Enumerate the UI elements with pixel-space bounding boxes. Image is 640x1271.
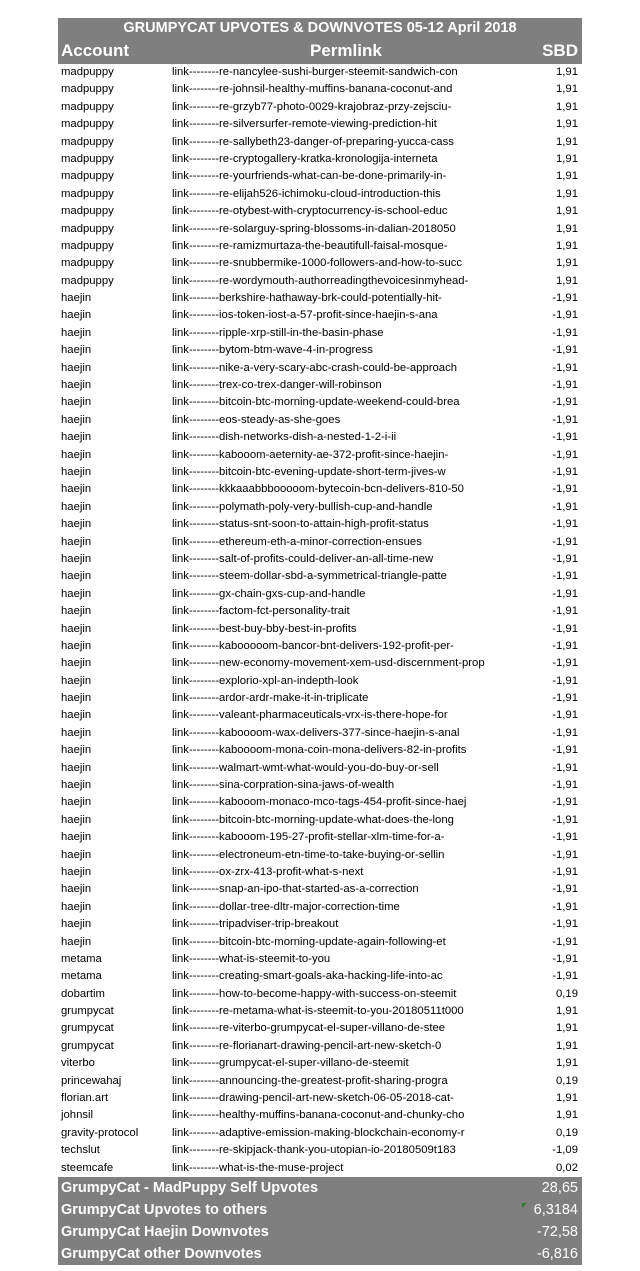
account-cell: madpuppy	[61, 257, 114, 270]
account-cell: haejin	[61, 413, 92, 426]
column-header-sbd: SBD	[542, 41, 578, 60]
permlink-cell[interactable]: link--------re-solarguy-spring-blossoms-in-dalian-2018050	[172, 222, 456, 235]
permlink-cell[interactable]: link--------ardor-ardr-make-it-in-triplicate	[172, 692, 369, 705]
account-cell: steemcafe	[61, 1161, 114, 1174]
sbd-cell: -1,91	[552, 970, 578, 983]
table-row	[58, 1160, 582, 1177]
permlink-cell[interactable]: link--------snap-an-ipo-that-started-as-a-correction	[172, 883, 419, 896]
sbd-cell: 1,91	[556, 1039, 578, 1052]
table-row	[58, 134, 582, 151]
table-row	[58, 551, 582, 568]
summary-row	[58, 1221, 582, 1243]
table-row	[58, 168, 582, 185]
sbd-cell: -1,91	[552, 483, 578, 496]
account-cell: madpuppy	[61, 100, 114, 113]
account-cell: florian.art	[61, 1092, 109, 1105]
sbd-cell: 0,19	[556, 987, 578, 1000]
account-cell: haejin	[61, 396, 92, 409]
sbd-cell: -1,91	[552, 796, 578, 809]
table-row	[58, 516, 582, 533]
table-row	[58, 412, 582, 429]
sheet-title: GRUMPYCAT UPVOTES & DOWNVOTES 05-12 April 2018	[58, 18, 582, 38]
account-cell: haejin	[61, 657, 92, 670]
sbd-cell: -1,91	[552, 744, 578, 757]
table-row	[58, 968, 582, 985]
permlink-cell[interactable]: link--------trex-co-trex-danger-will-robinson	[172, 379, 382, 392]
permlink-cell[interactable]: link--------status-snt-soon-to-attain-high-profit-status	[172, 518, 429, 531]
permlink-cell[interactable]: link--------re-johnsil-healthy-muffins-banana-coconut-and	[172, 83, 453, 96]
sbd-cell: -1,91	[552, 396, 578, 409]
column-header-permlink: Permlink	[310, 41, 382, 60]
table-row	[58, 1038, 582, 1055]
summary-block	[58, 1177, 582, 1265]
sbd-cell: -1,91	[552, 813, 578, 826]
table-row	[58, 499, 582, 516]
table-row	[58, 603, 582, 620]
account-cell: haejin	[61, 448, 92, 461]
table-row	[58, 81, 582, 98]
sbd-cell: 1,91	[556, 239, 578, 252]
sbd-cell: 1,91	[556, 187, 578, 200]
sbd-cell: -1,91	[552, 518, 578, 531]
sbd-cell: -1,91	[552, 413, 578, 426]
account-cell: haejin	[61, 692, 92, 705]
permlink-cell[interactable]: link--------kabooooom-bancor-bnt-delivers-192-profit-per-	[172, 639, 454, 652]
account-cell: haejin	[61, 361, 92, 374]
account-cell: haejin	[61, 518, 92, 531]
sbd-cell: 1,91	[556, 1092, 578, 1105]
sbd-cell: -1,91	[552, 552, 578, 565]
sbd-cell: -1,91	[552, 431, 578, 444]
account-cell: haejin	[61, 813, 92, 826]
table-row	[58, 290, 582, 307]
table-row	[58, 1003, 582, 1020]
account-cell: haejin	[61, 900, 92, 913]
account-cell: madpuppy	[61, 152, 114, 165]
sbd-cell: 1,91	[556, 152, 578, 165]
account-cell: haejin	[61, 309, 92, 322]
account-cell: haejin	[61, 622, 92, 635]
sbd-cell: -1,91	[552, 865, 578, 878]
account-cell: techslut	[61, 1144, 100, 1157]
table-row	[58, 394, 582, 411]
account-cell: dobartim	[61, 987, 105, 1000]
column-header-account: Account	[61, 41, 129, 60]
account-cell: haejin	[61, 535, 92, 548]
permlink-cell[interactable]: link--------walmart-wmt-what-would-you-do-buy-or-sell	[172, 761, 439, 774]
table-row	[58, 1142, 582, 1159]
account-cell: haejin	[61, 431, 92, 444]
account-cell: metama	[61, 970, 102, 983]
table-row	[58, 64, 582, 81]
sbd-cell: 1,91	[556, 135, 578, 148]
permlink-cell[interactable]: link--------what-is-steemit-to-you	[172, 952, 331, 965]
permlink-cell[interactable]: link--------dish-networks-dish-a-nested-1-2-i-ii	[172, 431, 397, 444]
permlink-cell[interactable]: link--------re-elijah526-ichimoku-cloud-introduction-this	[172, 187, 441, 200]
sbd-cell: 1,91	[556, 257, 578, 270]
permlink-cell[interactable]: link--------bitcoin-btc-morning-update-again-following-et	[172, 935, 446, 948]
sbd-cell: 1,91	[556, 1005, 578, 1018]
summary-label: GrumpyCat - MadPuppy Self Upvotes	[61, 1180, 319, 1196]
summary-value: 28,65	[541, 1180, 578, 1196]
table-row	[58, 690, 582, 707]
table-row	[58, 673, 582, 690]
sbd-cell: -1,91	[552, 309, 578, 322]
table-row	[58, 707, 582, 724]
table-row	[58, 1055, 582, 1072]
account-cell: haejin	[61, 605, 92, 618]
table-row	[58, 760, 582, 777]
account-cell: madpuppy	[61, 83, 114, 96]
permlink-cell[interactable]: link--------grumpycat-el-super-villano-de-steemit	[172, 1057, 409, 1070]
account-cell: haejin	[61, 918, 92, 931]
sbd-cell: -1,91	[552, 709, 578, 722]
permlink-cell[interactable]: link--------ethereum-eth-a-minor-correction-ensues	[172, 535, 422, 548]
table-row	[58, 325, 582, 342]
permlink-cell[interactable]: link--------new-economy-movement-xem-usd-discernment-prop	[172, 657, 485, 670]
sbd-cell: -1,91	[552, 726, 578, 739]
account-cell: madpuppy	[61, 222, 114, 235]
permlink-cell[interactable]: link--------factom-fct-personality-trait	[172, 605, 350, 618]
permlink-cell[interactable]: link--------drawing-pencil-art-new-sketch-06-05-2018-cat-	[172, 1092, 454, 1105]
sbd-cell: -1,91	[552, 883, 578, 896]
permlink-cell[interactable]: link--------re-wordymouth-authorreadingthevoicesinmyhead-	[172, 274, 469, 287]
summary-row	[58, 1177, 582, 1199]
table-row	[58, 99, 582, 116]
account-cell: haejin	[61, 292, 92, 305]
summary-label: GrumpyCat Haejin Downvotes	[61, 1224, 269, 1240]
account-cell: haejin	[61, 935, 92, 948]
sbd-cell: -1,91	[552, 935, 578, 948]
account-cell: haejin	[61, 796, 92, 809]
summary-value: -6,816	[536, 1246, 578, 1262]
permlink-cell[interactable]: link--------re-florianart-drawing-pencil-art-new-sketch-0	[172, 1039, 442, 1052]
sbd-cell: -1,91	[552, 900, 578, 913]
table-row	[58, 255, 582, 272]
account-cell: haejin	[61, 883, 92, 896]
sbd-cell: -1,91	[552, 692, 578, 705]
table-row	[58, 812, 582, 829]
sbd-cell: -1,91	[552, 535, 578, 548]
summary-value: 6,3184	[533, 1202, 578, 1218]
table-row	[58, 238, 582, 255]
permlink-cell[interactable]: link--------ox-zrx-413-profit-what-s-next	[172, 865, 364, 878]
table-row	[58, 742, 582, 759]
permlink-cell[interactable]: link--------gx-chain-gxs-cup-and-handle	[172, 587, 366, 600]
account-cell: haejin	[61, 570, 92, 583]
table-row	[58, 186, 582, 203]
table-row	[58, 481, 582, 498]
table-row	[58, 568, 582, 585]
account-cell: haejin	[61, 831, 92, 844]
table-row	[58, 464, 582, 481]
sbd-cell: 1,91	[556, 83, 578, 96]
permlink-cell[interactable]: link--------salt-of-profits-could-deliver-an-all-time-new	[172, 552, 434, 565]
sbd-cell: 1,91	[556, 222, 578, 235]
account-cell: haejin	[61, 465, 92, 478]
table-row	[58, 899, 582, 916]
account-cell: haejin	[61, 674, 92, 687]
summary-row	[58, 1243, 582, 1265]
account-cell: madpuppy	[61, 274, 114, 287]
table-row	[58, 151, 582, 168]
sbd-cell: 1,91	[556, 1057, 578, 1070]
column-header-row	[58, 38, 582, 64]
permlink-cell[interactable]: link--------re-silversurfer-remote-viewing-prediction-hit	[172, 118, 437, 131]
table-row	[58, 1073, 582, 1090]
table-row	[58, 447, 582, 464]
table-row	[58, 829, 582, 846]
permlink-cell[interactable]: link--------re-viterbo-grumpycat-el-super-villano-de-stee	[172, 1022, 446, 1035]
account-cell: haejin	[61, 744, 92, 757]
table-row	[58, 621, 582, 638]
table-row	[58, 586, 582, 603]
table-row	[58, 342, 582, 359]
permlink-cell[interactable]: link--------polymath-poly-very-bullish-cup-and-handle	[172, 500, 433, 513]
account-cell: madpuppy	[61, 170, 114, 183]
sbd-cell: 1,91	[556, 170, 578, 183]
permlink-cell[interactable]: link--------re-sallybeth23-danger-of-preparing-yucca-cass	[172, 135, 454, 148]
permlink-cell[interactable]: link--------re-skipjack-thank-you-utopian-io-20180509t183	[172, 1144, 456, 1157]
summary-label: GrumpyCat Upvotes to others	[61, 1202, 268, 1218]
account-cell: madpuppy	[61, 118, 114, 131]
permlink-cell[interactable]: link--------re-otybest-with-cryptocurrency-is-school-educ	[172, 205, 448, 218]
sbd-cell: 1,91	[556, 274, 578, 287]
table-row	[58, 203, 582, 220]
account-cell: haejin	[61, 865, 92, 878]
account-cell: haejin	[61, 848, 92, 861]
permlink-cell[interactable]: link--------re-nancylee-sushi-burger-steemit-sandwich-con	[172, 66, 458, 78]
table-row	[58, 951, 582, 968]
sbd-cell: 0,02	[556, 1161, 578, 1174]
permlink-cell[interactable]: link--------kabooom-195-27-profit-stellar-xlm-time-for-a-	[172, 831, 445, 844]
account-cell: haejin	[61, 761, 92, 774]
sbd-cell: 1,91	[556, 118, 578, 131]
permlink-cell[interactable]: link--------tripadviser-trip-breakout	[172, 918, 339, 931]
sbd-cell: -1,91	[552, 500, 578, 513]
spreadsheet	[58, 18, 582, 1265]
table-row	[58, 534, 582, 551]
cell-comment-marker-icon	[522, 1203, 527, 1208]
account-cell: haejin	[61, 709, 92, 722]
account-cell: haejin	[61, 552, 92, 565]
table-row	[58, 777, 582, 794]
sbd-cell: -1,91	[552, 361, 578, 374]
sbd-cell: 1,91	[556, 1109, 578, 1122]
account-cell: princewahaj	[61, 1074, 122, 1087]
table-row	[58, 881, 582, 898]
permlink-cell[interactable]: link--------electroneum-etn-time-to-take-buying-or-sellin	[172, 848, 445, 861]
permlink-cell[interactable]: link--------re-cryptogallery-kratka-kronologija-interneta	[172, 152, 438, 165]
table-row	[58, 221, 582, 238]
permlink-cell[interactable]: link--------explorio-xpl-an-indepth-look	[172, 674, 359, 687]
table-row	[58, 638, 582, 655]
sbd-cell: -1,91	[552, 657, 578, 670]
table-row	[58, 116, 582, 133]
account-cell: madpuppy	[61, 187, 114, 200]
account-cell: haejin	[61, 500, 92, 513]
permlink-cell[interactable]: link--------bitcoin-btc-morning-update-what-does-the-long	[172, 813, 454, 826]
sbd-cell: -1,91	[552, 448, 578, 461]
table-row	[58, 916, 582, 933]
account-cell: madpuppy	[61, 66, 114, 78]
table-row	[58, 725, 582, 742]
permlink-cell[interactable]: link--------how-to-become-happy-with-success-on-steemit	[172, 987, 457, 1000]
sbd-cell: -1,91	[552, 292, 578, 305]
account-cell: grumpycat	[61, 1005, 114, 1018]
permlink-cell[interactable]: link--------re-snubbermike-1000-followers-and-how-to-succ	[172, 257, 463, 270]
account-cell: haejin	[61, 344, 92, 357]
permlink-cell[interactable]: link--------steem-dollar-sbd-a-symmetrical-triangle-patte	[172, 570, 447, 583]
table-row	[58, 360, 582, 377]
sbd-cell: 1,91	[556, 100, 578, 113]
permlink-cell[interactable]: link--------adaptive-emission-making-blockchain-economy-r	[172, 1126, 465, 1139]
permlink-cell[interactable]: link--------best-buy-bby-best-in-profits	[172, 622, 357, 635]
table-row	[58, 1125, 582, 1142]
permlink-cell[interactable]: link--------nike-a-very-scary-abc-crash-could-be-approach	[172, 361, 457, 374]
sbd-cell: -1,91	[552, 761, 578, 774]
summary-value: -72,58	[536, 1224, 578, 1240]
sbd-cell: -1,91	[552, 326, 578, 339]
table-row	[58, 1020, 582, 1037]
sbd-cell: 0,19	[556, 1126, 578, 1139]
table-row	[58, 377, 582, 394]
permlink-cell[interactable]: link--------bitcoin-btc-evening-update-short-term-jives-w	[172, 465, 446, 478]
table-row	[58, 1090, 582, 1107]
sbd-cell: 1,91	[556, 205, 578, 218]
account-cell: johnsil	[61, 1109, 94, 1122]
permlink-cell[interactable]: link--------re-metama-what-is-steemit-to-you-20180511t000	[172, 1005, 464, 1018]
permlink-cell[interactable]: link--------kabooom-aeternity-ae-372-profit-since-haejin-	[172, 448, 449, 461]
permlink-cell[interactable]: link--------kaboooom-mona-coin-mona-delivers-82-in-profits	[172, 744, 467, 757]
permlink-cell[interactable]: link--------ripple-xrp-still-in-the-basin-phase	[172, 326, 384, 339]
sbd-cell: -1,91	[552, 952, 578, 965]
table-row	[58, 864, 582, 881]
sbd-cell: -1,91	[552, 465, 578, 478]
account-cell: madpuppy	[61, 135, 114, 148]
sbd-cell: 1,91	[556, 1022, 578, 1035]
permlink-cell[interactable]: link--------berkshire-hathaway-brk-could-potentially-hit-	[172, 292, 442, 305]
account-cell: viterbo	[61, 1057, 95, 1070]
table-row	[58, 794, 582, 811]
account-cell: haejin	[61, 587, 92, 600]
permlink-cell[interactable]: link--------re-ramizmurtaza-the-beautifull-faisal-mosque-	[172, 239, 448, 252]
table-row	[58, 429, 582, 446]
permlink-cell[interactable]: link--------creating-smart-goals-aka-hacking-life-into-ac	[172, 970, 443, 983]
table-body	[58, 64, 582, 1177]
permlink-cell[interactable]: link--------healthy-muffins-banana-coconut-and-chunky-cho	[172, 1109, 465, 1122]
sbd-cell: -1,91	[552, 779, 578, 792]
sbd-cell: -1,91	[552, 674, 578, 687]
permlink-cell[interactable]: link--------kabooom-monaco-mco-tags-454-profit-since-haej	[172, 796, 467, 809]
sbd-cell: -1,91	[552, 622, 578, 635]
account-cell: haejin	[61, 483, 92, 496]
account-cell: grumpycat	[61, 1039, 114, 1052]
table-row	[58, 655, 582, 672]
table-row	[58, 1107, 582, 1124]
permlink-cell[interactable]: link--------sina-corpration-sina-jaws-of-wealth	[172, 779, 395, 792]
summary-row	[58, 1199, 582, 1221]
account-cell: gravity-protocol	[61, 1126, 139, 1139]
account-cell: madpuppy	[61, 239, 114, 252]
table-row	[58, 986, 582, 1003]
permlink-cell[interactable]: link--------bytom-btm-wave-4-in-progress	[172, 344, 373, 357]
permlink-cell[interactable]: link--------kkkaaabbbooooom-bytecoin-bcn-delivers-810-50	[172, 483, 464, 496]
sbd-cell: -1,91	[552, 918, 578, 931]
table-row	[58, 847, 582, 864]
sbd-cell: -1,91	[552, 344, 578, 357]
permlink-cell[interactable]: link--------re-yourfriends-what-can-be-done-primarily-in-	[172, 170, 447, 183]
sbd-cell: -1,09	[552, 1144, 578, 1157]
sbd-cell: -1,91	[552, 587, 578, 600]
account-cell: grumpycat	[61, 1022, 114, 1035]
permlink-cell[interactable]: link--------dollar-tree-dltr-major-correction-time	[172, 900, 400, 913]
sbd-cell: -1,91	[552, 605, 578, 618]
sbd-cell: -1,91	[552, 639, 578, 652]
sbd-cell: -1,91	[552, 848, 578, 861]
sbd-cell: 1,91	[556, 66, 578, 78]
permlink-cell[interactable]: link--------valeant-pharmaceuticals-vrx-is-there-hope-for	[172, 709, 448, 722]
account-cell: metama	[61, 952, 102, 965]
table-row	[58, 934, 582, 951]
account-cell: madpuppy	[61, 205, 114, 218]
table-row	[58, 273, 582, 290]
permlink-cell[interactable]: link--------bitcoin-btc-morning-update-weekend-could-brea	[172, 396, 460, 409]
account-cell: haejin	[61, 726, 92, 739]
permlink-cell[interactable]: link--------announcing-the-greatest-profit-sharing-progra	[172, 1074, 448, 1087]
sbd-cell: 0,19	[556, 1074, 578, 1087]
account-cell: haejin	[61, 326, 92, 339]
table-row	[58, 307, 582, 324]
account-cell: haejin	[61, 779, 92, 792]
sbd-cell: -1,91	[552, 831, 578, 844]
permlink-cell[interactable]: link--------re-grzyb77-photo-0029-krajobraz-przy-zejsciu-	[172, 100, 452, 113]
permlink-cell[interactable]: link--------eos-steady-as-she-goes	[172, 413, 341, 426]
permlink-cell[interactable]: link--------ios-token-iost-a-57-profit-since-haejin-s-ana	[172, 309, 438, 322]
account-cell: haejin	[61, 639, 92, 652]
sbd-cell: -1,91	[552, 379, 578, 392]
permlink-cell[interactable]: link--------kaboooom-wax-delivers-377-since-haejin-s-anal	[172, 726, 460, 739]
account-cell: haejin	[61, 379, 92, 392]
sbd-cell: -1,91	[552, 570, 578, 583]
summary-label: GrumpyCat other Downvotes	[61, 1246, 262, 1262]
permlink-cell[interactable]: link--------what-is-the-muse-project	[172, 1161, 344, 1174]
